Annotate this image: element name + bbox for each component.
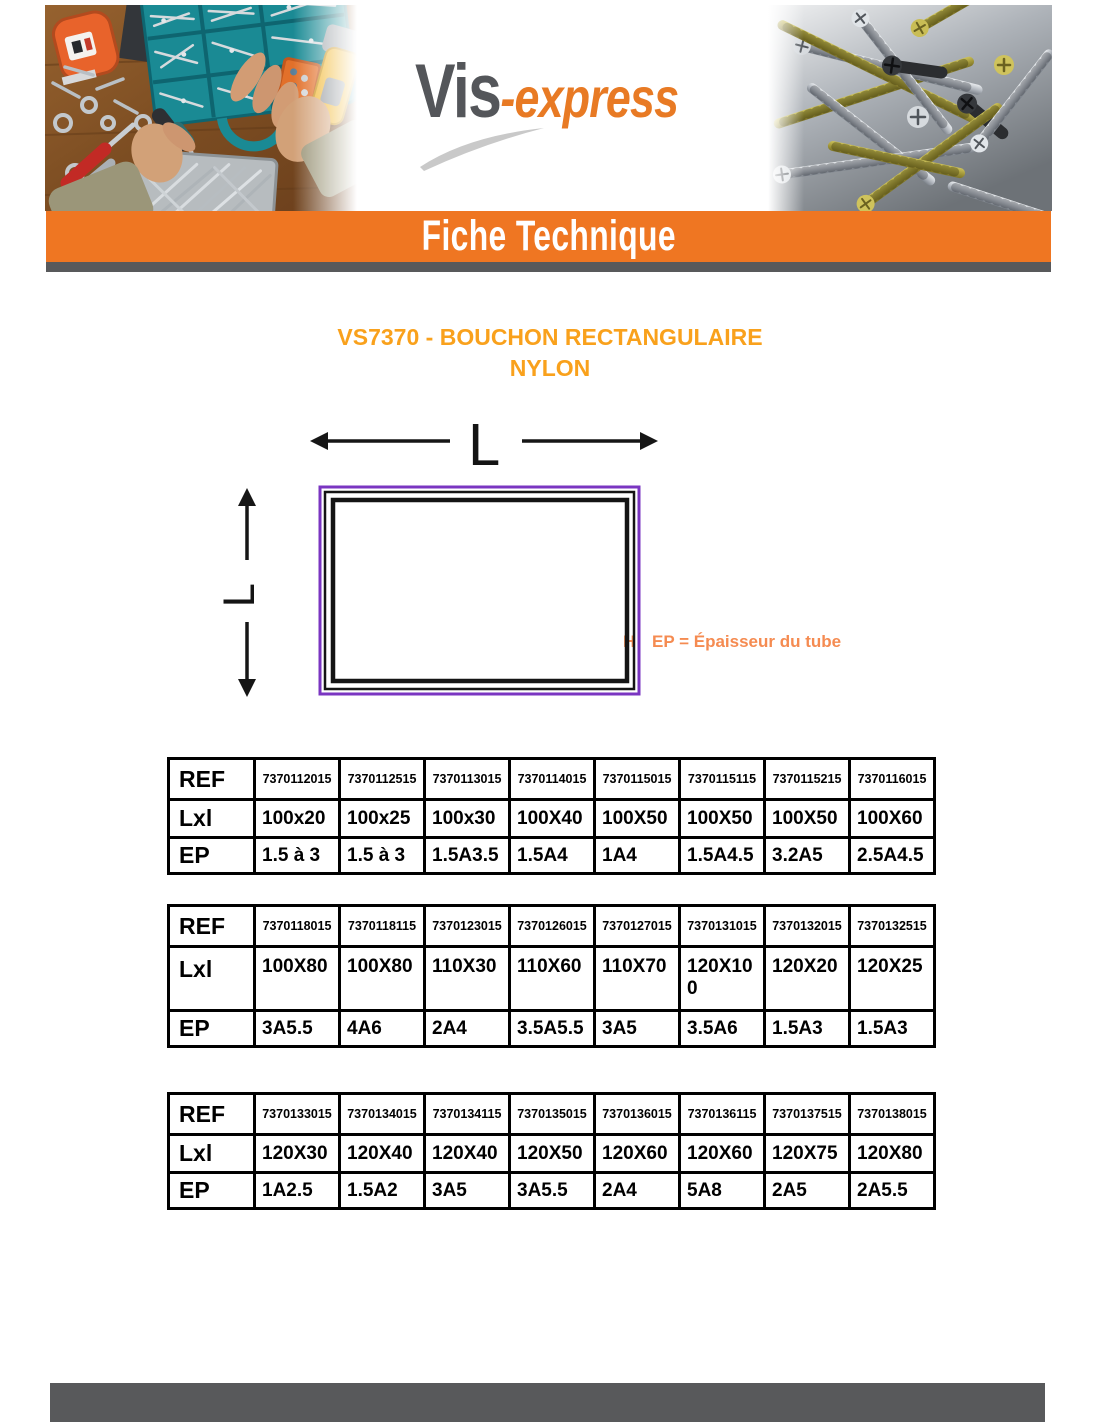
table-cell: 7370115015 [595,759,680,800]
table-cell: 120X60 [595,1135,680,1173]
table-cell: 120X40 [425,1135,510,1173]
table-cell: 3A5.5 [255,1011,340,1047]
table-cell: 120X30 [255,1135,340,1173]
table-cell: 1.5A3 [765,1011,850,1047]
table-cell: 7370136015 [595,1094,680,1135]
banner-underline-strip [46,262,1051,272]
row-label: Lxl [169,1135,255,1173]
table-cell: 7370114015 [510,759,595,800]
fiche-technique-banner [46,211,1051,262]
row-label: REF [169,906,255,947]
height-label: L [215,584,264,608]
row-label: REF [169,759,255,800]
table-cell: 7370116015 [850,759,935,800]
ep-note: EP = Épaisseur du tube [652,632,842,651]
table-cell: 7370113015 [425,759,510,800]
tube-cross-section [320,487,639,694]
table-cell: 7370115215 [765,759,850,800]
table-cell: 7370137515 [765,1094,850,1135]
table-cell: 1.5A3 [850,1011,935,1047]
table-cell: 4A6 [340,1011,425,1047]
table-cell: 100X80 [255,947,340,1011]
workbench-photo [45,5,357,211]
table-cell: 1.5 à 3 [255,838,340,874]
row-label: Lxl [169,947,255,1011]
length-label: L [467,414,499,479]
table-cell: 120X25 [850,947,935,1011]
table-cell: 7370131015 [680,906,765,947]
banner-title: Fiche Technique [421,212,676,260]
logo-express-text: -express [500,66,679,129]
logo-swoosh [412,122,552,172]
table-cell: 1.5A4.5 [680,838,765,874]
table-cell: 120X40 [340,1135,425,1173]
table-cell: 1.5A4 [510,838,595,874]
row-label: EP [169,838,255,874]
table-cell: 1A4 [595,838,680,874]
product-title-line2: NYLON [509,355,591,381]
table-row [169,838,935,874]
table-cell: 7370134115 [425,1094,510,1135]
footer-bar [50,1383,1045,1422]
table-cell: 7370118115 [340,906,425,947]
table-cell: 120X80 [850,1135,935,1173]
table-cell: 100X60 [850,800,935,838]
table-cell: 7370132015 [765,906,850,947]
table-cell: 7370118015 [255,906,340,947]
table-cell: 100x30 [425,800,510,838]
table-row [169,800,935,838]
screws-photo [768,5,1052,211]
table-cell: 5A8 [680,1173,765,1209]
row-label: Lxl [169,800,255,838]
table-cell: 2.5A4.5 [850,838,935,874]
table-cell: 2A5.5 [850,1173,935,1209]
table-cell: 3A5 [595,1011,680,1047]
product-title [0,322,1100,384]
spec-table-2 [167,904,936,1048]
table-cell: 120X75 [765,1135,850,1173]
table-cell: 7370123015 [425,906,510,947]
logo-vis-text: Vis [415,49,501,134]
table-cell: 3A5.5 [510,1173,595,1209]
table-cell: 1.5 à 3 [340,838,425,874]
table-cell: 7370115115 [680,759,765,800]
table-cell: 7370132515 [850,906,935,947]
table-cell: 120X100 [680,947,765,1011]
table-cell: 100X50 [765,800,850,838]
table-cell: 7370138015 [850,1094,935,1135]
table-cell: 7370112015 [255,759,340,800]
product-title-line1: VS7370 - BOUCHON RECTANGULAIRE [337,324,763,350]
table-row [169,906,935,947]
table-cell: 2A5 [765,1173,850,1209]
table-cell: 1.5A2 [340,1173,425,1209]
table-cell: 7370112515 [340,759,425,800]
row-label: EP [169,1011,255,1047]
row-label: REF [169,1094,255,1135]
table-cell: 2A4 [425,1011,510,1047]
table-row [169,1011,935,1047]
table-row [169,759,935,800]
table-cell: 7370135015 [510,1094,595,1135]
table-row [169,1094,935,1135]
row-label: EP [169,1173,255,1209]
table-cell: 7370126015 [510,906,595,947]
height-dimension-arrows [215,488,264,697]
table-cell: 7370133015 [255,1094,340,1135]
table-cell: 120X60 [680,1135,765,1173]
h-marker: H [623,632,636,651]
table-row [169,1173,935,1209]
table-row [169,1135,935,1173]
dimension-diagram [200,410,900,710]
table-cell: 3.2A5 [765,838,850,874]
table-cell: 7370127015 [595,906,680,947]
table-cell: 100X80 [340,947,425,1011]
table-cell: 3.5A6 [680,1011,765,1047]
table-cell: 100x25 [340,800,425,838]
table-cell: 100X40 [510,800,595,838]
table-cell: 3A5 [425,1173,510,1209]
table-row [169,947,935,1011]
table-cell: 7370136115 [680,1094,765,1135]
table-cell: 120X50 [510,1135,595,1173]
table-cell: 1.5A3.5 [425,838,510,874]
table-cell: 100X50 [680,800,765,838]
spec-table-1 [167,757,936,875]
table-cell: 110X30 [425,947,510,1011]
table-cell: 2A4 [595,1173,680,1209]
table-cell: 110X60 [510,947,595,1011]
table-cell: 100X50 [595,800,680,838]
table-cell: 120X20 [765,947,850,1011]
table-cell: 100x20 [255,800,340,838]
table-cell: 110X70 [595,947,680,1011]
spec-table-3 [167,1092,936,1210]
table-cell: 1A2.5 [255,1173,340,1209]
table-cell: 3.5A5.5 [510,1011,595,1047]
table-cell: 7370134015 [340,1094,425,1135]
length-dimension-arrows [310,414,658,479]
